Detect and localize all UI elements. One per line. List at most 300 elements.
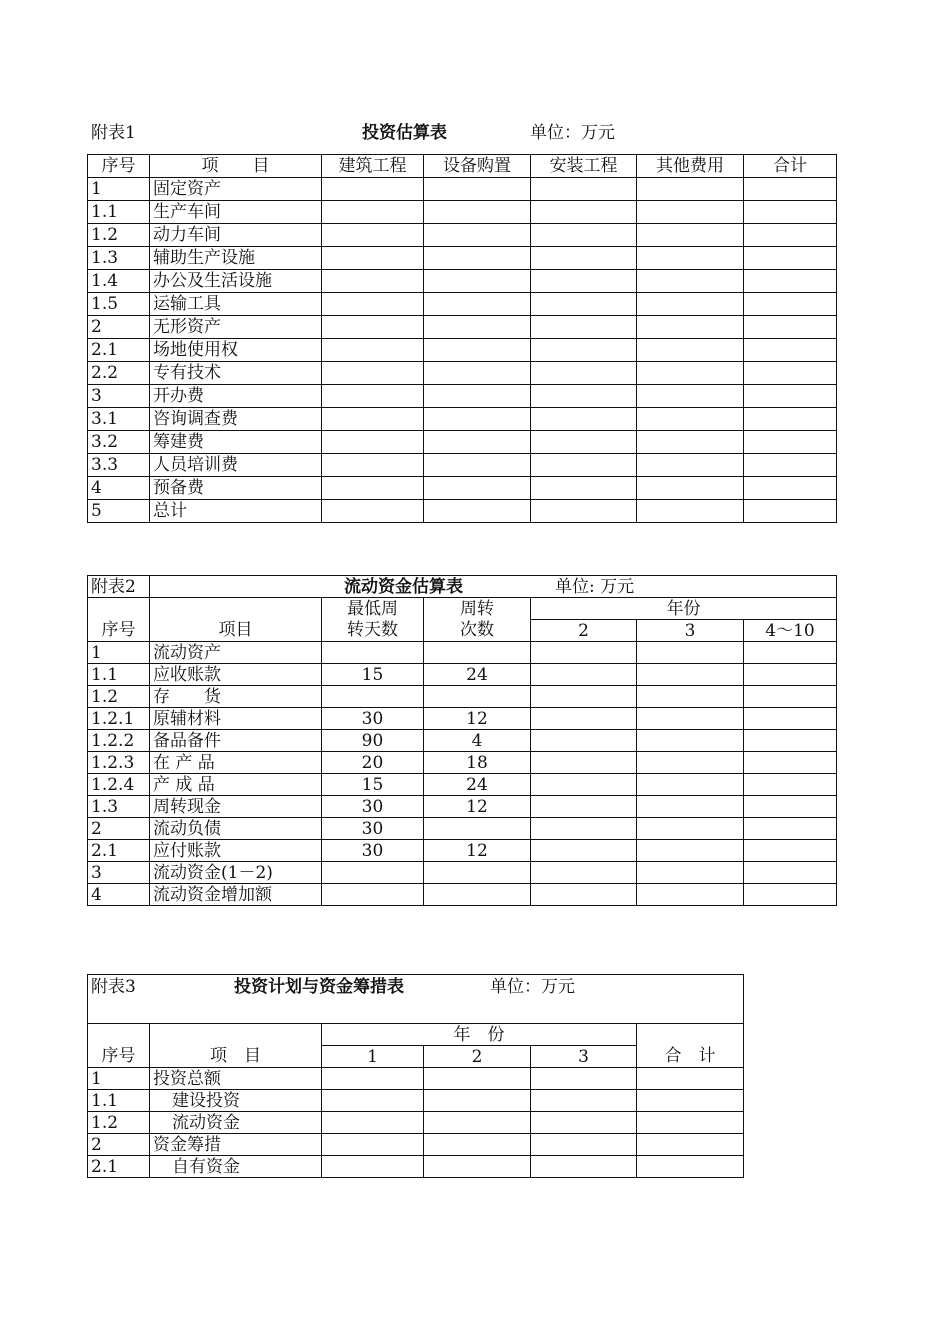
row-item: 咨询调查费 — [150, 408, 322, 431]
row-item: 存 货 — [150, 686, 322, 708]
row-number: 1.2.3 — [88, 752, 150, 774]
t2-header-times-1: 周转 — [424, 598, 531, 620]
t3-header-blank — [150, 1024, 322, 1046]
empty-cell — [637, 500, 744, 523]
empty-cell — [637, 1090, 744, 1112]
table1-unit: 单位：万元 — [530, 123, 615, 143]
row-item: 建设投资 — [150, 1090, 322, 1112]
empty-cell — [424, 454, 531, 477]
empty-cell — [637, 270, 744, 293]
empty-cell — [637, 224, 744, 247]
empty-cell — [531, 1112, 637, 1134]
empty-cell — [424, 477, 531, 500]
t1-header-cell: 合计 — [744, 155, 837, 178]
row-item: 资金筹措 — [150, 1134, 322, 1156]
empty-cell — [322, 339, 424, 362]
empty-cell — [744, 247, 837, 270]
table-row — [88, 500, 837, 523]
row-item: 人员培训费 — [150, 454, 322, 477]
empty-cell — [424, 1090, 531, 1112]
row-number: 3.2 — [88, 431, 150, 454]
empty-cell — [744, 500, 837, 523]
row-item: 应付账款 — [150, 840, 322, 862]
empty-cell — [637, 408, 744, 431]
table3-title: 投资计划与资金筹措表 — [234, 977, 404, 997]
empty-cell — [322, 385, 424, 408]
empty-cell — [424, 385, 531, 408]
t2-header-year: 年份 — [531, 598, 837, 620]
empty-cell — [744, 708, 837, 730]
turnover-times: 12 — [424, 796, 531, 818]
table-row — [88, 862, 837, 884]
empty-cell — [637, 178, 744, 201]
row-item: 原辅材料 — [150, 708, 322, 730]
row-number: 1.2 — [88, 1112, 150, 1134]
table3-title-cell — [88, 975, 744, 1024]
table-row — [88, 1090, 744, 1112]
row-number: 1.3 — [88, 247, 150, 270]
row-item: 在 产 品 — [150, 752, 322, 774]
t3-header-blank — [88, 1024, 150, 1046]
turnover-days — [322, 862, 424, 884]
row-item: 流动资金(1－2) — [150, 862, 322, 884]
empty-cell — [744, 862, 837, 884]
empty-cell — [531, 686, 637, 708]
empty-cell — [424, 178, 531, 201]
empty-cell — [744, 270, 837, 293]
empty-cell — [744, 201, 837, 224]
turnover-times — [424, 884, 531, 906]
t1-header-cell: 项 目 — [150, 155, 322, 178]
row-item: 生产车间 — [150, 201, 322, 224]
turnover-times — [424, 686, 531, 708]
t2-header-item: 项目 — [150, 620, 322, 642]
row-number: 1.2.1 — [88, 708, 150, 730]
empty-cell — [744, 477, 837, 500]
empty-cell — [637, 431, 744, 454]
row-number: 2 — [88, 316, 150, 339]
empty-cell — [531, 270, 637, 293]
empty-cell — [744, 454, 837, 477]
table-row — [88, 1156, 744, 1178]
empty-cell — [531, 774, 637, 796]
table-row — [88, 454, 837, 477]
table3-header-row-2 — [88, 1046, 744, 1068]
table-row — [88, 362, 837, 385]
table2-title-cell — [150, 576, 837, 598]
row-item: 固定资产 — [150, 178, 322, 201]
turnover-days: 15 — [322, 664, 424, 686]
row-item: 专有技术 — [150, 362, 322, 385]
table3-title-row — [88, 975, 744, 1024]
row-number: 1 — [88, 642, 150, 664]
empty-cell — [322, 1134, 424, 1156]
row-number: 2.2 — [88, 362, 150, 385]
row-number: 1.2 — [88, 686, 150, 708]
empty-cell — [637, 686, 744, 708]
turnover-days — [322, 686, 424, 708]
empty-cell — [531, 1156, 637, 1178]
table1-title: 投资估算表 — [362, 123, 447, 143]
empty-cell — [322, 362, 424, 385]
table-row — [88, 840, 837, 862]
row-number: 1.1 — [88, 1090, 150, 1112]
row-number: 3 — [88, 385, 150, 408]
t3-header-year: 年 份 — [322, 1024, 637, 1046]
turnover-times: 18 — [424, 752, 531, 774]
empty-cell — [637, 730, 744, 752]
turnover-times: 24 — [424, 774, 531, 796]
table-row — [88, 316, 837, 339]
table3-label: 附表3 — [91, 977, 136, 997]
row-item: 应收账款 — [150, 664, 322, 686]
investment-plan-table — [87, 974, 744, 1178]
table-row — [88, 730, 837, 752]
table-row — [88, 686, 837, 708]
turnover-times: 4 — [424, 730, 531, 752]
empty-cell — [424, 224, 531, 247]
empty-cell — [424, 408, 531, 431]
empty-cell — [531, 884, 637, 906]
empty-cell — [531, 431, 637, 454]
table-row — [88, 431, 837, 454]
empty-cell — [322, 1090, 424, 1112]
table-row — [88, 270, 837, 293]
empty-cell — [322, 316, 424, 339]
row-number: 3.3 — [88, 454, 150, 477]
empty-cell — [637, 664, 744, 686]
empty-cell — [322, 1156, 424, 1178]
turnover-days: 20 — [322, 752, 424, 774]
table1-header-row — [88, 155, 837, 178]
turnover-times: 12 — [424, 840, 531, 862]
empty-cell — [322, 408, 424, 431]
empty-cell — [424, 362, 531, 385]
row-number: 1.1 — [88, 664, 150, 686]
empty-cell — [424, 500, 531, 523]
empty-cell — [637, 293, 744, 316]
empty-cell — [637, 316, 744, 339]
empty-cell — [744, 774, 837, 796]
table-row — [88, 408, 837, 431]
table-row — [88, 708, 837, 730]
row-item: 无形资产 — [150, 316, 322, 339]
empty-cell — [637, 884, 744, 906]
empty-cell — [744, 385, 837, 408]
table-row — [88, 224, 837, 247]
table-row — [88, 796, 837, 818]
row-item: 流动资金 — [150, 1112, 322, 1134]
row-number: 1.4 — [88, 270, 150, 293]
row-item: 动力车间 — [150, 224, 322, 247]
empty-cell — [531, 224, 637, 247]
turnover-days: 15 — [322, 774, 424, 796]
empty-cell — [531, 339, 637, 362]
row-number: 1.2.2 — [88, 730, 150, 752]
t2-header-times-2: 次数 — [424, 620, 531, 642]
t3-header-item: 项 目 — [150, 1046, 322, 1068]
row-number: 2.1 — [88, 1156, 150, 1178]
empty-cell — [637, 339, 744, 362]
empty-cell — [322, 500, 424, 523]
empty-cell — [637, 477, 744, 500]
empty-cell — [744, 730, 837, 752]
t3-header-blank — [637, 1024, 744, 1046]
empty-cell — [744, 339, 837, 362]
t2-header-blank — [150, 598, 322, 620]
empty-cell — [637, 840, 744, 862]
row-item: 筹建费 — [150, 431, 322, 454]
row-number: 1 — [88, 1068, 150, 1090]
empty-cell — [637, 774, 744, 796]
empty-cell — [531, 1068, 637, 1090]
row-number: 1 — [88, 178, 150, 201]
table-row — [88, 1068, 744, 1090]
empty-cell — [424, 293, 531, 316]
empty-cell — [637, 708, 744, 730]
empty-cell — [531, 1134, 637, 1156]
table-row — [88, 1112, 744, 1134]
row-number: 1.2 — [88, 224, 150, 247]
table-row — [88, 752, 837, 774]
empty-cell — [424, 431, 531, 454]
table-row — [88, 293, 837, 316]
row-number: 2 — [88, 818, 150, 840]
row-number: 3.1 — [88, 408, 150, 431]
row-number: 2 — [88, 1134, 150, 1156]
empty-cell — [744, 884, 837, 906]
table1-label: 附表1 — [91, 123, 136, 143]
empty-cell — [322, 454, 424, 477]
empty-cell — [744, 362, 837, 385]
empty-cell — [531, 840, 637, 862]
table2-header-row-1 — [88, 598, 837, 620]
turnover-days: 90 — [322, 730, 424, 752]
row-item: 流动负债 — [150, 818, 322, 840]
t1-header-cell: 序号 — [88, 155, 150, 178]
empty-cell — [637, 1068, 744, 1090]
table-row — [88, 818, 837, 840]
empty-cell — [424, 1156, 531, 1178]
table-row — [88, 201, 837, 224]
turnover-times — [424, 862, 531, 884]
t1-header-cell: 其他费用 — [637, 155, 744, 178]
table-row — [88, 884, 837, 906]
empty-cell — [424, 270, 531, 293]
table2-title-row — [88, 576, 837, 598]
empty-cell — [424, 1134, 531, 1156]
empty-cell — [744, 686, 837, 708]
row-number: 2.1 — [88, 339, 150, 362]
turnover-days — [322, 642, 424, 664]
row-item: 流动资产 — [150, 642, 322, 664]
row-item: 流动资金增加额 — [150, 884, 322, 906]
empty-cell — [531, 362, 637, 385]
empty-cell — [637, 1156, 744, 1178]
t1-header-cell: 建筑工程 — [322, 155, 424, 178]
turnover-times: 12 — [424, 708, 531, 730]
t3-header-total: 合 计 — [637, 1046, 744, 1068]
table-row — [88, 774, 837, 796]
empty-cell — [322, 201, 424, 224]
empty-cell — [322, 224, 424, 247]
empty-cell — [424, 1112, 531, 1134]
t3-header-no: 序号 — [88, 1046, 150, 1068]
empty-cell — [531, 385, 637, 408]
empty-cell — [531, 293, 637, 316]
row-number: 1.3 — [88, 796, 150, 818]
t2-header-no: 序号 — [88, 620, 150, 642]
empty-cell — [744, 818, 837, 840]
t1-header-cell: 设备购置 — [424, 155, 531, 178]
row-item: 运输工具 — [150, 293, 322, 316]
row-number: 1.2.4 — [88, 774, 150, 796]
table-row — [88, 178, 837, 201]
empty-cell — [531, 316, 637, 339]
table-row — [88, 477, 837, 500]
turnover-times — [424, 642, 531, 664]
empty-cell — [744, 752, 837, 774]
row-item: 周转现金 — [150, 796, 322, 818]
empty-cell — [637, 752, 744, 774]
row-item: 开办费 — [150, 385, 322, 408]
row-item: 投资总额 — [150, 1068, 322, 1090]
row-item: 辅助生产设施 — [150, 247, 322, 270]
empty-cell — [531, 1090, 637, 1112]
empty-cell — [531, 477, 637, 500]
table2-unit: 单位: 万元 — [555, 577, 635, 597]
empty-cell — [637, 247, 744, 270]
row-number: 4 — [88, 477, 150, 500]
empty-cell — [531, 664, 637, 686]
turnover-days: 30 — [322, 840, 424, 862]
empty-cell — [322, 477, 424, 500]
empty-cell — [322, 178, 424, 201]
turnover-days: 30 — [322, 818, 424, 840]
t3-header-year-value: 2 — [424, 1046, 531, 1068]
table3-unit: 单位：万元 — [490, 977, 575, 997]
empty-cell — [531, 818, 637, 840]
empty-cell — [637, 1134, 744, 1156]
table-row — [88, 339, 837, 362]
empty-cell — [322, 247, 424, 270]
row-item: 自有资金 — [150, 1156, 322, 1178]
table2-label: 附表2 — [88, 576, 150, 598]
empty-cell — [637, 862, 744, 884]
empty-cell — [744, 408, 837, 431]
empty-cell — [531, 730, 637, 752]
turnover-days: 30 — [322, 708, 424, 730]
empty-cell — [744, 431, 837, 454]
empty-cell — [531, 500, 637, 523]
t1-header-cell: 安装工程 — [531, 155, 637, 178]
empty-cell — [744, 316, 837, 339]
row-number: 4 — [88, 884, 150, 906]
empty-cell — [531, 408, 637, 431]
row-item: 办公及生活设施 — [150, 270, 322, 293]
table-row — [88, 664, 837, 686]
t2-header-year-value: 3 — [637, 620, 744, 642]
turnover-days: 30 — [322, 796, 424, 818]
turnover-times: 24 — [424, 664, 531, 686]
empty-cell — [744, 642, 837, 664]
empty-cell — [322, 1068, 424, 1090]
empty-cell — [531, 178, 637, 201]
empty-cell — [531, 796, 637, 818]
empty-cell — [744, 224, 837, 247]
empty-cell — [424, 201, 531, 224]
row-number: 3 — [88, 862, 150, 884]
empty-cell — [531, 642, 637, 664]
empty-cell — [531, 708, 637, 730]
table-row — [88, 247, 837, 270]
empty-cell — [322, 431, 424, 454]
empty-cell — [322, 270, 424, 293]
turnover-times — [424, 818, 531, 840]
t2-header-days-2: 转天数 — [322, 620, 424, 642]
empty-cell — [424, 1068, 531, 1090]
empty-cell — [744, 293, 837, 316]
row-number: 1.1 — [88, 201, 150, 224]
empty-cell — [637, 796, 744, 818]
row-number: 5 — [88, 500, 150, 523]
row-item: 产 成 品 — [150, 774, 322, 796]
empty-cell — [637, 454, 744, 477]
t2-header-year-value: 2 — [531, 620, 637, 642]
table2-title: 流动资金估算表 — [344, 577, 463, 597]
t2-header-year-value: 4～10 — [744, 620, 837, 642]
table-row — [88, 642, 837, 664]
empty-cell — [744, 840, 837, 862]
row-item: 预备费 — [150, 477, 322, 500]
empty-cell — [637, 362, 744, 385]
empty-cell — [424, 316, 531, 339]
empty-cell — [637, 1112, 744, 1134]
t2-header-days-1: 最低周 — [322, 598, 424, 620]
empty-cell — [424, 247, 531, 270]
empty-cell — [637, 642, 744, 664]
row-item: 场地使用权 — [150, 339, 322, 362]
empty-cell — [531, 247, 637, 270]
table3-header-row-1 — [88, 1024, 744, 1046]
row-number: 2.1 — [88, 840, 150, 862]
row-item: 总计 — [150, 500, 322, 523]
empty-cell — [531, 752, 637, 774]
empty-cell — [531, 454, 637, 477]
empty-cell — [424, 339, 531, 362]
empty-cell — [322, 1112, 424, 1134]
empty-cell — [637, 201, 744, 224]
empty-cell — [322, 293, 424, 316]
row-item: 备品备件 — [150, 730, 322, 752]
t2-header-blank — [88, 598, 150, 620]
table2-header-row-2 — [88, 620, 837, 642]
empty-cell — [531, 201, 637, 224]
t3-header-year-value: 1 — [322, 1046, 424, 1068]
empty-cell — [744, 664, 837, 686]
investment-estimate-table — [87, 154, 837, 523]
empty-cell — [744, 178, 837, 201]
row-number: 1.5 — [88, 293, 150, 316]
empty-cell — [531, 862, 637, 884]
empty-cell — [637, 385, 744, 408]
t3-header-year-value: 3 — [531, 1046, 637, 1068]
empty-cell — [744, 796, 837, 818]
turnover-days — [322, 884, 424, 906]
working-capital-table — [87, 575, 837, 906]
empty-cell — [637, 818, 744, 840]
table-row — [88, 1134, 744, 1156]
